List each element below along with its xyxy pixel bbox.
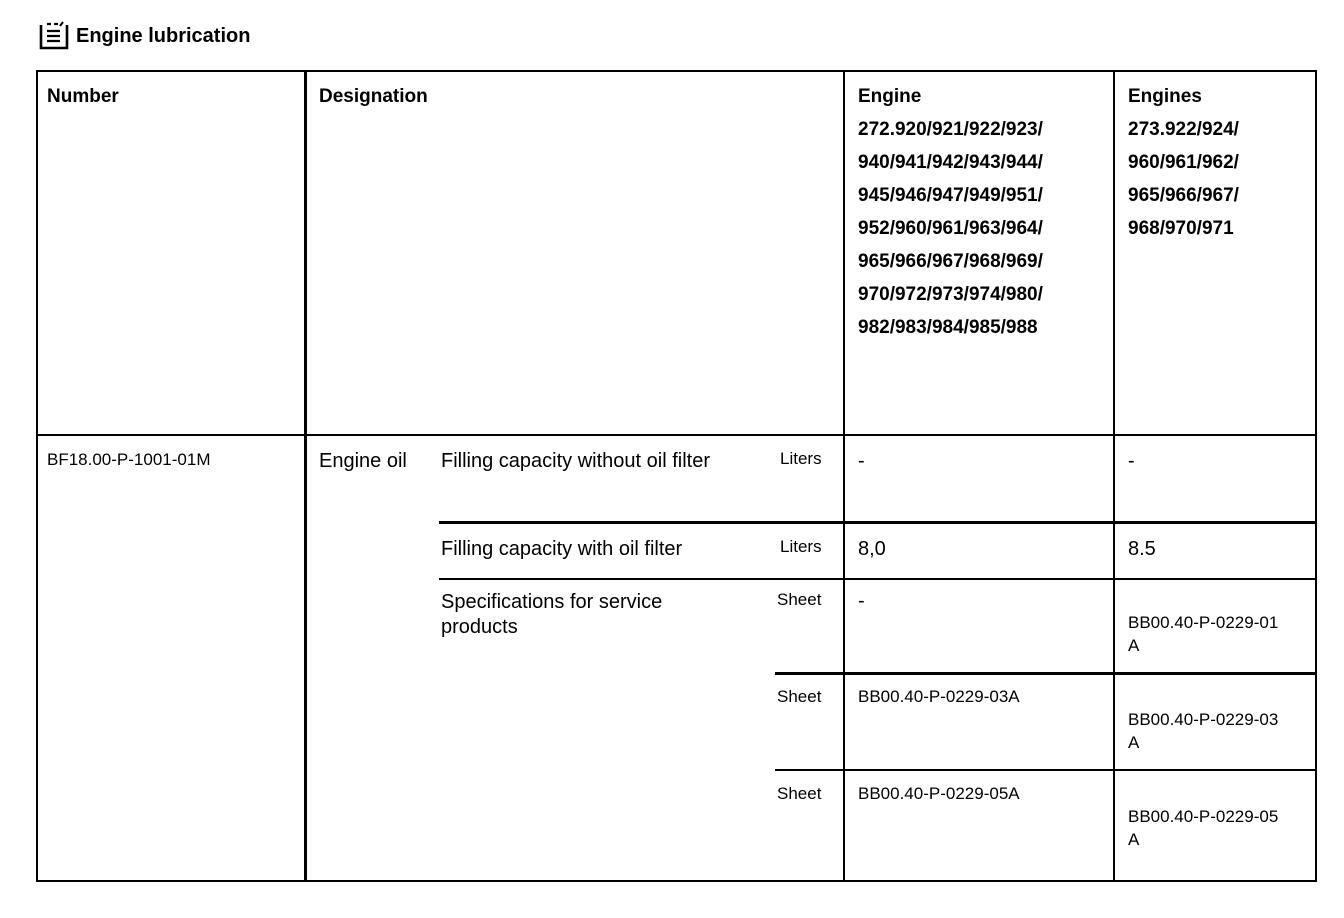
value-col2: [1128, 611, 1278, 657]
value-col1: BB00.40-P-0229-03A: [858, 687, 1020, 706]
unit-label: Sheet: [777, 784, 822, 803]
item-label: [441, 590, 662, 640]
header-designation: Designation: [319, 86, 428, 107]
engine-models-line: 945/946/947/949/951/: [858, 185, 1043, 206]
column-divider: [304, 70, 307, 882]
value-col2: -: [1128, 450, 1135, 472]
section-title: [38, 20, 250, 52]
sheet-ref-line: A: [1128, 733, 1140, 752]
engine-models-line: 940/941/942/943/944/: [858, 152, 1043, 173]
value-col2: [1128, 708, 1278, 754]
sheet-ref-line: BB00.40-P-0229-03: [1128, 710, 1279, 729]
column-divider: [1113, 70, 1115, 882]
item-label-line: Specifications for service: [441, 591, 663, 613]
unit-label: Liters: [780, 449, 822, 468]
header-engine-col1-label: Engine: [858, 86, 922, 107]
sheet-ref-line: BB00.40-P-0229-05: [1128, 807, 1279, 826]
value-col2: [1128, 805, 1278, 851]
engine-models-line: 965/966/967/: [1128, 185, 1239, 206]
engine-models-line: 982/983/984/985/988: [858, 317, 1038, 338]
header-engine-col1: [858, 80, 1043, 344]
group-label: Engine oil: [319, 450, 407, 472]
item-label: Filling capacity with oil filter: [441, 538, 683, 560]
row-divider: [775, 769, 1317, 771]
section-title-text: Engine lubrication: [76, 24, 251, 47]
engine-models-line: 970/972/973/974/980/: [858, 284, 1043, 305]
unit-label: Sheet: [777, 687, 822, 706]
engine-models-line: 968/970/971: [1128, 218, 1234, 239]
value-col1: BB00.40-P-0229-05A: [858, 784, 1020, 803]
unit-label: Liters: [780, 537, 822, 556]
sheet-ref-line: BB00.40-P-0229-01: [1128, 613, 1279, 632]
value-col1: -: [858, 450, 865, 472]
column-divider: [843, 70, 845, 882]
row-divider: [775, 672, 1317, 675]
header-divider: [36, 434, 1317, 436]
header-number: Number: [47, 86, 119, 107]
sheet-ref-line: A: [1128, 636, 1140, 655]
value-col1: -: [858, 590, 865, 612]
engine-models-line: 960/961/962/: [1128, 152, 1239, 173]
lubrication-table: [36, 70, 1317, 882]
document-number: BF18.00-P-1001-01M: [47, 450, 211, 469]
row-divider: [439, 521, 1317, 524]
unit-label: Sheet: [777, 590, 822, 609]
oil-container-icon: [38, 21, 70, 51]
table-border-top: [36, 70, 1317, 72]
header-engine-col2: [1128, 80, 1239, 245]
table-border-left: [36, 70, 38, 882]
table-border-right: [1315, 70, 1317, 882]
row-divider: [439, 578, 1317, 580]
item-label: Filling capacity without oil filter: [441, 450, 710, 472]
sheet-ref-line: A: [1128, 830, 1140, 849]
engine-models-line: 965/966/967/968/969/: [858, 251, 1043, 272]
value-col1: 8,0: [858, 538, 886, 560]
header-engine-col2-label: Engines: [1128, 86, 1202, 107]
value-col2: 8.5: [1128, 538, 1156, 560]
table-border-bottom: [36, 880, 1317, 882]
engine-models-line: 272.920/921/922/923/: [858, 119, 1043, 140]
engine-models-line: 273.922/924/: [1128, 119, 1239, 140]
item-label-line: products: [441, 616, 518, 638]
engine-models-line: 952/960/961/963/964/: [858, 218, 1043, 239]
